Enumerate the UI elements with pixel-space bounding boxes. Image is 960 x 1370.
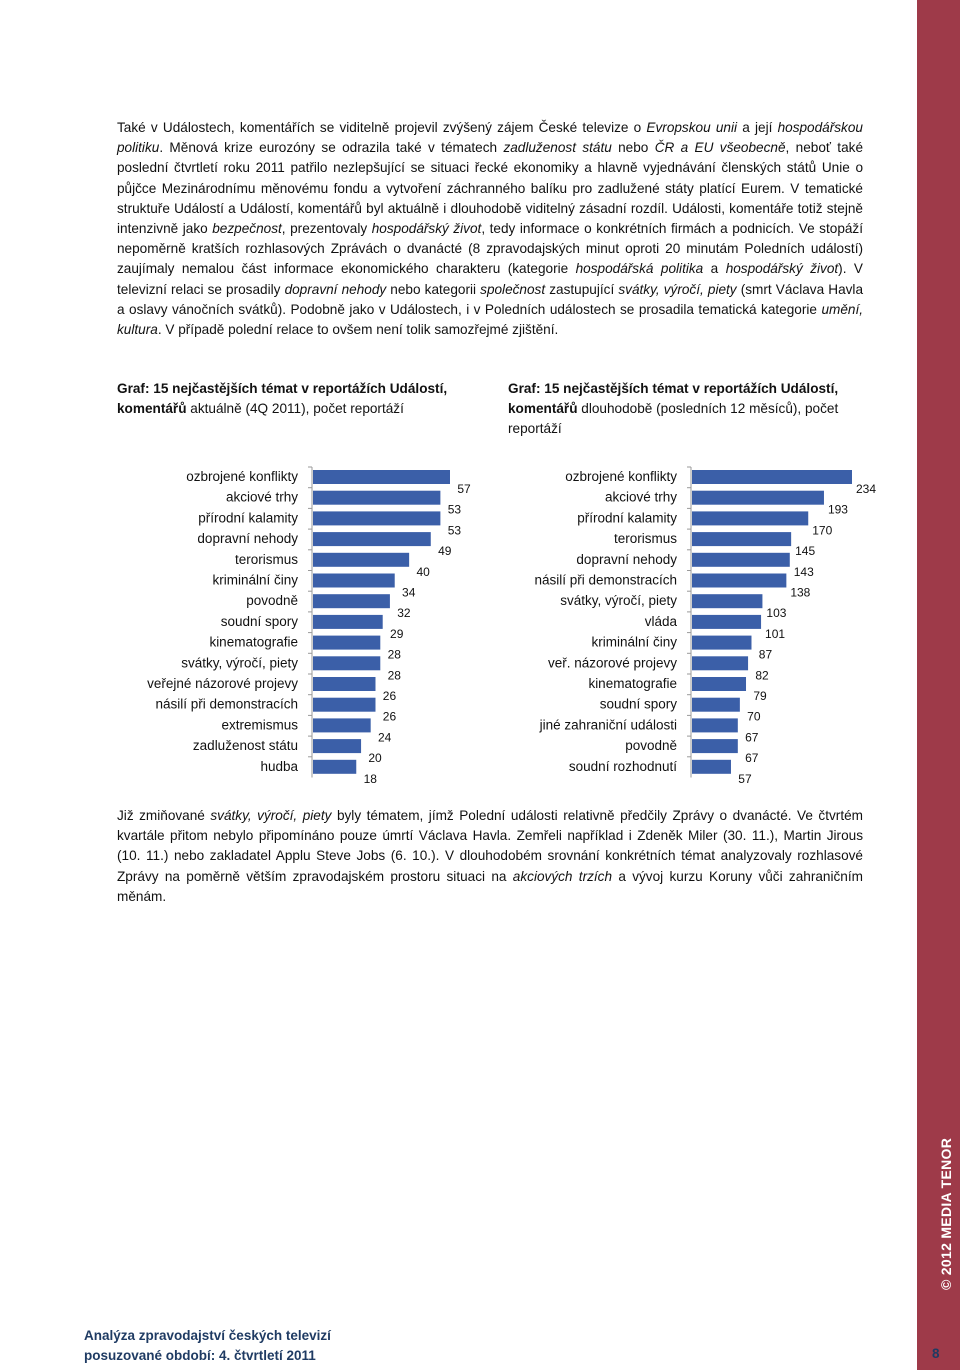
value-label: 143 (793, 564, 814, 579)
text-run: akciových trzích (512, 868, 613, 884)
category-label: veř. názorové projevy (547, 655, 677, 671)
paragraph-intro (117, 118, 863, 340)
text-run: , neboť také poslední čtvrtletí roku 2011 patřilo nezlepšující se situaci řecké ekonomiky a hlavně vyjednávání členských států Unie o půjčce Mezinárodnímu měnovému fondu a vytvoření záchranného balíku pro zadlužené státy platící Eurem. V tematické struktuře Událostí a Událostí, komentářů byl aktuálně i dlouhodobě viditelný zásadní rozdíl. Události, komentáře totiž stejně intenzivně jako (117, 140, 864, 237)
bar (313, 698, 375, 712)
text-run: Také v Událostech, komentářích se viditelně projevil zvýšený zájem České televize o (117, 120, 647, 135)
value-label: 26 (382, 709, 397, 724)
bar (313, 532, 431, 546)
text-run: bezpečnost (212, 221, 282, 237)
chart-right-bar-chart (480, 462, 880, 786)
text-run: zadluženost státu (503, 140, 612, 156)
category-label: dopravní nehody (576, 551, 677, 567)
text-run: svátky, výročí, piety (618, 281, 737, 297)
text-run: nebo kategorii (386, 281, 481, 297)
bar (313, 656, 380, 670)
category-label: ozbrojené konflikty (565, 469, 677, 484)
text-run: a její (737, 120, 778, 135)
category-label: násilí při demonstracích (155, 696, 298, 712)
bar (692, 532, 791, 546)
category-label: soudní rozhodnutí (568, 758, 677, 774)
category-label: ozbrojené konflikty (186, 469, 298, 484)
value-label: 26 (382, 689, 397, 703)
category-label: povodně (625, 738, 677, 754)
chart-left-title-bold: Graf: 15 nejčastějších témat v reportážích Událostí, komentářů (117, 381, 448, 416)
category-label: kinematografie (209, 634, 298, 650)
chart-right-title-bold: Graf: 15 nejčastějších témat v reportážích Událostí, komentářů (508, 381, 839, 416)
bar (313, 718, 371, 732)
value-label: 49 (438, 544, 452, 559)
value-label: 32 (397, 606, 411, 621)
text-run: zastupující (545, 281, 619, 297)
category-label: jiné zahraniční události (539, 717, 677, 733)
text-run: a (703, 261, 726, 277)
category-label: hudba (260, 758, 298, 774)
text-run: svátky, výročí, piety (210, 808, 332, 823)
category-label: přírodní kalamity (198, 510, 298, 526)
value-label: 34 (402, 585, 416, 600)
copyright-text: © 2012 MEDIA TENOR (938, 1137, 954, 1290)
text-run: hospodářský život (725, 261, 839, 277)
value-label: 87 (758, 647, 773, 662)
value-label: 57 (738, 771, 752, 786)
bar (313, 553, 409, 567)
footer-period: posuzované období: 4. čtvrtletí 2011 (84, 1348, 316, 1363)
bar (692, 677, 746, 691)
text-run: hospodářská politika (575, 261, 704, 277)
value-label: 101 (765, 626, 786, 641)
category-label: zadluženost státu (192, 738, 298, 754)
value-label: 79 (753, 689, 767, 703)
category-label: kriminální činy (591, 634, 677, 650)
footer-title: Analýza zpravodajství českých televizí (84, 1328, 331, 1343)
bar (313, 739, 361, 753)
category-label: svátky, výročí, piety (560, 593, 677, 609)
category-label: extremismus (221, 717, 298, 733)
value-label: 28 (387, 647, 401, 662)
text-run: společnost (480, 281, 546, 297)
bar (692, 656, 748, 670)
text-run: . V případě polední relace to ovšem není tolik samozřejmé zjištění. (157, 322, 559, 338)
category-label: terorismus (613, 531, 677, 547)
text-run: , prezentovaly (281, 221, 372, 237)
paragraph-conclusion (117, 806, 863, 907)
page-number: 8 (932, 1346, 940, 1361)
bar (313, 677, 375, 691)
value-label: 145 (795, 544, 816, 559)
chart-right-title-rest: dlouhodobě (posledních 12 měsíců), počet reportáží (508, 401, 839, 436)
bar (313, 511, 440, 525)
bar (313, 574, 395, 588)
value-label: 103 (766, 606, 787, 621)
chart-left-title (117, 379, 477, 419)
text-run: Již zmiňované (117, 808, 211, 823)
category-label: veřejné názorové projevy (147, 676, 298, 691)
category-label: přírodní kalamity (577, 510, 677, 526)
footer (84, 1326, 844, 1366)
value-label: 20 (368, 751, 382, 766)
category-label: svátky, výročí, piety (181, 655, 298, 671)
bar (692, 511, 808, 525)
text-run: umění, kultura (117, 301, 863, 338)
bar (313, 470, 450, 484)
value-label: 170 (812, 523, 833, 538)
bar (692, 698, 740, 712)
value-label: 82 (755, 668, 769, 683)
category-label: kinematografie (588, 676, 677, 691)
category-label: soudní spory (220, 613, 298, 629)
chart-left-title-rest: aktuálně (4Q 2011), počet reportáží (186, 401, 404, 416)
category-label: soudní spory (599, 696, 677, 712)
bar (692, 615, 761, 629)
bar (313, 760, 356, 774)
bar (692, 470, 852, 484)
bar (313, 615, 383, 629)
bar (692, 553, 790, 567)
bar (692, 760, 731, 774)
text-run: byly tématem, jímž Polední události relativně předčily Zprávy o dvanácté. Ve čtvrtém kvartále přitom nebylo připomínáno pouze úmrtí Václava Havla. Zemřeli například i Zdeněk Miler (30. 11.), Martin Jirous (10. 11.) nebo zakladatel Applu Steve Jobs (6. 10.). V dlouhodobém srovnání konkrétních témat analyzovaly rozhlasové Zprávy na poměrně větším zpravodajském prostoru situaci na (117, 808, 863, 884)
bar (692, 739, 738, 753)
bar (313, 594, 390, 608)
value-label: 29 (390, 626, 404, 641)
chart-left-bar-chart (100, 462, 500, 786)
value-label: 53 (447, 502, 462, 517)
value-label: 138 (790, 585, 811, 600)
value-label: 53 (447, 523, 462, 538)
category-label: dopravní nehody (197, 531, 298, 547)
text-run: , tedy informace o konkrétních firmách a podnicích. Ve stopáží nepoměrně kratších rozhlasových Zprávách o dvanácté (8 zpravodajských minut oproti 20 minutám Poledních událostí) zaujímaly nemalou část informace ekonomického charakteru (kategorie (117, 221, 864, 277)
text-run: hospodářský život (371, 221, 482, 237)
text-run: Evropskou unii (646, 120, 738, 135)
value-label: 234 (855, 482, 877, 496)
category-label: násilí při demonstracích (534, 572, 677, 588)
bar (313, 636, 380, 650)
text-run: (smrt Václava Havla a oslavy vánočních svátků). Podobně jako v Událostech, i v Poledních událostech se prosadila tematická kategorie (117, 281, 864, 317)
value-label: 67 (745, 751, 759, 766)
category-label: kriminální činy (212, 572, 298, 588)
category-label: akciové trhy (225, 489, 298, 505)
bar (692, 594, 762, 608)
value-label: 57 (457, 482, 471, 496)
category-label: akciové trhy (604, 489, 677, 505)
bar (313, 491, 440, 505)
category-label: terorismus (234, 551, 298, 567)
category-label: povodně (246, 593, 298, 609)
text-run: ). V televizní relaci se prosadily (117, 261, 863, 297)
value-label: 18 (363, 771, 377, 786)
bar (692, 718, 738, 732)
category-label: vláda (644, 613, 677, 629)
value-label: 40 (416, 564, 430, 579)
text-run: ČR a EU všeobecně (654, 140, 786, 156)
text-run: dopravní nehody (284, 281, 387, 297)
value-label: 24 (378, 730, 392, 745)
bar (692, 491, 824, 505)
bar (692, 574, 786, 588)
value-label: 193 (827, 502, 848, 517)
text-run: nebo (611, 140, 655, 156)
value-label: 28 (387, 668, 401, 683)
bar (692, 636, 751, 650)
chart-right-title (508, 379, 864, 439)
text-run: . Měnová krize eurozóny se odrazila také v tématech (159, 140, 504, 156)
value-label: 67 (745, 730, 759, 745)
text-run: a vývoj kurzu Koruny vůči zahraničním měnám. (117, 868, 863, 904)
value-label: 70 (747, 709, 761, 724)
text-run: hospodářskou politiku (117, 120, 863, 156)
